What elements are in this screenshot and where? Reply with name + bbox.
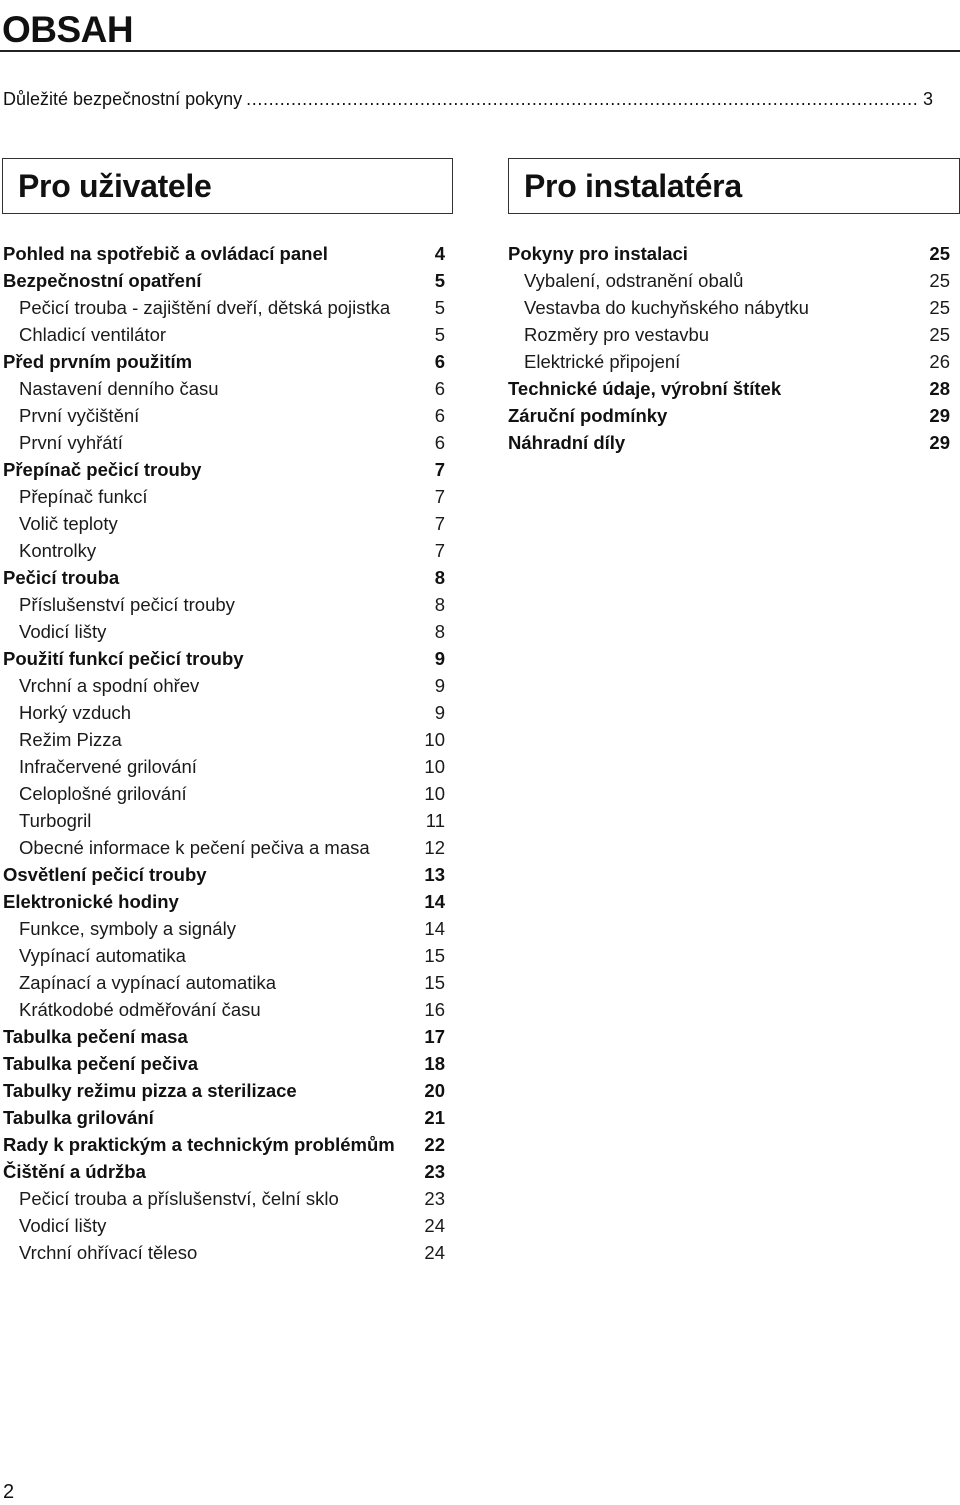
toc-entry-label: Chladicí ventilátor (19, 324, 167, 345)
toc-entry-page: 7 (434, 513, 445, 534)
toc-entry-page: 26 (929, 351, 950, 372)
toc-entry-label: Rozměry pro vestavbu (524, 324, 710, 345)
toc-entry[interactable] (3, 1239, 445, 1266)
toc-entry-page: 5 (434, 324, 445, 345)
toc-entry-label: Přepínač pečicí trouby (3, 459, 202, 480)
toc-entry-label: Vrchní ohřívací těleso (19, 1242, 198, 1263)
toc-entry[interactable] (3, 942, 445, 969)
toc-entry-label: Krátkodobé odměřování času (19, 999, 261, 1020)
toc-entry[interactable] (508, 375, 950, 402)
toc-entry[interactable] (3, 780, 445, 807)
toc-entry-page: 25 (929, 270, 950, 291)
toc-entry-label: Tabulka pečení masa (3, 1026, 188, 1047)
toc-entry-page: 9 (434, 675, 445, 696)
toc-entry[interactable] (3, 645, 445, 672)
toc-entry[interactable] (3, 429, 445, 456)
toc-entry-label: Nastavení denního času (19, 378, 219, 399)
toc-entry-label: Přepínač funkcí (19, 486, 148, 507)
toc-entry-label: Horký vzduch (19, 702, 132, 723)
toc-entry-page: 17 (424, 1026, 445, 1047)
toc-entry-label: Pečicí trouba a příslušenství, čelní sklo (19, 1188, 339, 1209)
title-divider (0, 50, 960, 52)
toc-entry-label: Celoplošné grilování (19, 783, 187, 804)
toc-entry-page: 18 (424, 1053, 445, 1074)
toc-entry[interactable] (508, 402, 950, 429)
toc-entry-page: 11 (425, 810, 445, 831)
toc-entry[interactable] (3, 537, 445, 564)
toc-entry-label: Zapínací a vypínací automatika (19, 972, 277, 993)
toc-entry-label: Tabulka pečení pečiva (3, 1053, 199, 1074)
section-heading-user: Pro uživatele (2, 158, 453, 214)
toc-entry-page: 12 (424, 837, 445, 858)
toc-entry[interactable] (3, 1050, 445, 1077)
toc-entry-page: 23 (424, 1188, 445, 1209)
toc-entry-page: 4 (434, 243, 445, 264)
toc-entry[interactable] (3, 267, 445, 294)
toc-entry-label: Režim Pizza (19, 729, 122, 750)
toc-entry[interactable] (3, 618, 445, 645)
toc-entry[interactable] (3, 483, 445, 510)
toc-entry-page: 14 (424, 918, 445, 939)
toc-entry-page: 16 (424, 999, 445, 1020)
toc-entry-page: 21 (424, 1107, 445, 1128)
toc-entry-label: Příslušenství pečicí trouby (19, 594, 235, 615)
toc-entry-safety[interactable] (3, 86, 933, 112)
toc-entry[interactable] (3, 861, 445, 888)
toc-entry-label: Elektronické hodiny (3, 891, 179, 912)
toc-entry-label: Technické údaje, výrobní štítek (508, 378, 782, 399)
toc-entry[interactable] (3, 996, 445, 1023)
toc-entry[interactable] (3, 1185, 445, 1212)
toc-entry[interactable] (3, 699, 445, 726)
toc-entry-label: Infračervené grilování (19, 756, 197, 777)
toc-entry-label: Vestavba do kuchyňského nábytku (524, 297, 809, 318)
toc-entry-page: 10 (424, 756, 445, 777)
toc-entry-label: Záruční podmínky (508, 405, 668, 426)
toc-entry[interactable] (508, 321, 950, 348)
toc-entry-label: Vypínací automatika (19, 945, 186, 966)
toc-entry-label: Turbogril (19, 810, 92, 831)
toc-entry[interactable] (3, 1158, 445, 1185)
toc-entry-page: 10 (424, 729, 445, 750)
toc-entry[interactable] (3, 1077, 445, 1104)
toc-entry-page: 24 (424, 1215, 445, 1236)
toc-entry-label: První vyčištění (19, 405, 140, 426)
toc-entry[interactable] (3, 294, 445, 321)
toc-entry-page: 22 (424, 1134, 445, 1155)
toc-entry-page: 5 (434, 270, 445, 291)
toc-entry[interactable] (3, 969, 445, 996)
toc-entry-label: Pečicí trouba - zajištění dveří, dětská pojistka (19, 297, 391, 318)
toc-entry-label: Pečicí trouba (3, 567, 120, 588)
toc-entry-page: 8 (434, 594, 445, 615)
toc-entry-label: Osvětlení pečicí trouby (3, 864, 207, 885)
toc-entry[interactable] (3, 753, 445, 780)
toc-entry[interactable] (508, 267, 950, 294)
toc-entry-page: 24 (424, 1242, 445, 1263)
toc-entry-label: Vodicí lišty (19, 621, 107, 642)
toc-entry-page: 7 (434, 459, 445, 480)
toc-entry-label: Před prvním použitím (3, 351, 193, 372)
toc-entry-page: 8 (434, 567, 445, 588)
toc-entry[interactable] (3, 915, 445, 942)
toc-entry[interactable] (508, 240, 950, 267)
toc-entry[interactable] (3, 726, 445, 753)
section-heading-installer: Pro instalatéra (508, 158, 960, 214)
toc-entry-page: 25 (929, 297, 950, 318)
toc-entry[interactable] (508, 348, 950, 375)
toc-entry-label: Čištění a údržba (3, 1161, 146, 1182)
toc-entry-page: 9 (434, 648, 445, 669)
toc-entry-page: 15 (424, 945, 445, 966)
toc-entry[interactable] (3, 1212, 445, 1239)
toc-entry-page: 9 (434, 702, 445, 723)
page-title: OBSAH (2, 9, 134, 50)
toc-list-user (3, 240, 445, 1266)
dot-leader (246, 86, 919, 112)
toc-entry[interactable] (3, 510, 445, 537)
toc-entry-label: Použití funkcí pečicí trouby (3, 648, 244, 669)
toc-entry-label: Elektrické připojení (524, 351, 681, 372)
toc-entry-label: Bezpečnostní opatření (3, 270, 202, 291)
toc-entry[interactable] (3, 591, 445, 618)
toc-entry-page: 6 (434, 405, 445, 426)
toc-entry[interactable] (3, 672, 445, 699)
toc-entry[interactable] (3, 402, 445, 429)
toc-entry-label: Pokyny pro instalaci (508, 243, 688, 264)
toc-entry-page: 7 (434, 540, 445, 561)
toc-entry-page: 5 (434, 297, 445, 318)
toc-entry[interactable] (3, 888, 445, 915)
toc-entry[interactable] (3, 1023, 445, 1050)
toc-entry-label: První vyhřátí (19, 432, 123, 453)
toc-entry-label: Funkce, symboly a signály (19, 918, 236, 939)
toc-entry-page: 6 (434, 378, 445, 399)
toc-entry-page: 23 (424, 1161, 445, 1182)
toc-entry-label: Pohled na spotřebič a ovládací panel (3, 243, 328, 264)
toc-entry[interactable] (3, 834, 445, 861)
toc-entry-label: Tabulky režimu pizza a sterilizace (3, 1080, 297, 1101)
toc-entry-page: 7 (434, 486, 445, 507)
toc-entry-page: 10 (424, 783, 445, 804)
toc-entry-page: 15 (424, 972, 445, 993)
toc-entry-label: Vybalení, odstranění obalů (524, 270, 744, 291)
toc-entry-label: Obecné informace k pečení pečiva a masa (19, 837, 370, 858)
toc-list-installer (508, 240, 950, 456)
toc-entry-label: Důležité bezpečnostní pokyny (3, 89, 243, 109)
toc-entry[interactable] (3, 456, 445, 483)
toc-entry[interactable] (3, 1104, 445, 1131)
toc-entry-page: 25 (929, 243, 950, 264)
toc-entry-page: 13 (424, 864, 445, 885)
toc-entry-label: Tabulka grilování (3, 1107, 154, 1128)
toc-entry-page: 14 (424, 891, 445, 912)
toc-entry-label: Rady k praktickým a technickým problémům (3, 1134, 395, 1155)
toc-entry[interactable] (3, 807, 445, 834)
toc-entry-page: 6 (434, 351, 445, 372)
toc-entry-page: 3 (922, 89, 933, 109)
toc-entry-label: Náhradní díly (508, 432, 626, 453)
toc-entry-page: 25 (929, 324, 950, 345)
page-number: 2 (3, 1481, 15, 1503)
toc-entry-label: Vodicí lišty (19, 1215, 107, 1236)
toc-entry[interactable] (508, 429, 950, 456)
toc-entry[interactable] (3, 240, 445, 267)
toc-entry-page: 28 (929, 378, 950, 399)
toc-entry-label: Kontrolky (19, 540, 97, 561)
toc-entry-label: Volič teploty (19, 513, 118, 534)
toc-entry-page: 29 (929, 405, 950, 426)
toc-entry-page: 6 (434, 432, 445, 453)
toc-entry[interactable] (3, 321, 445, 348)
toc-entry[interactable] (3, 1131, 445, 1158)
toc-entry[interactable] (508, 294, 950, 321)
toc-entry-label: Vrchní a spodní ohřev (19, 675, 200, 696)
toc-entry-page: 8 (434, 621, 445, 642)
toc-entry-page: 20 (424, 1080, 445, 1101)
toc-entry[interactable] (3, 564, 445, 591)
toc-entry[interactable] (3, 348, 445, 375)
toc-entry-page: 29 (929, 432, 950, 453)
toc-entry[interactable] (3, 375, 445, 402)
